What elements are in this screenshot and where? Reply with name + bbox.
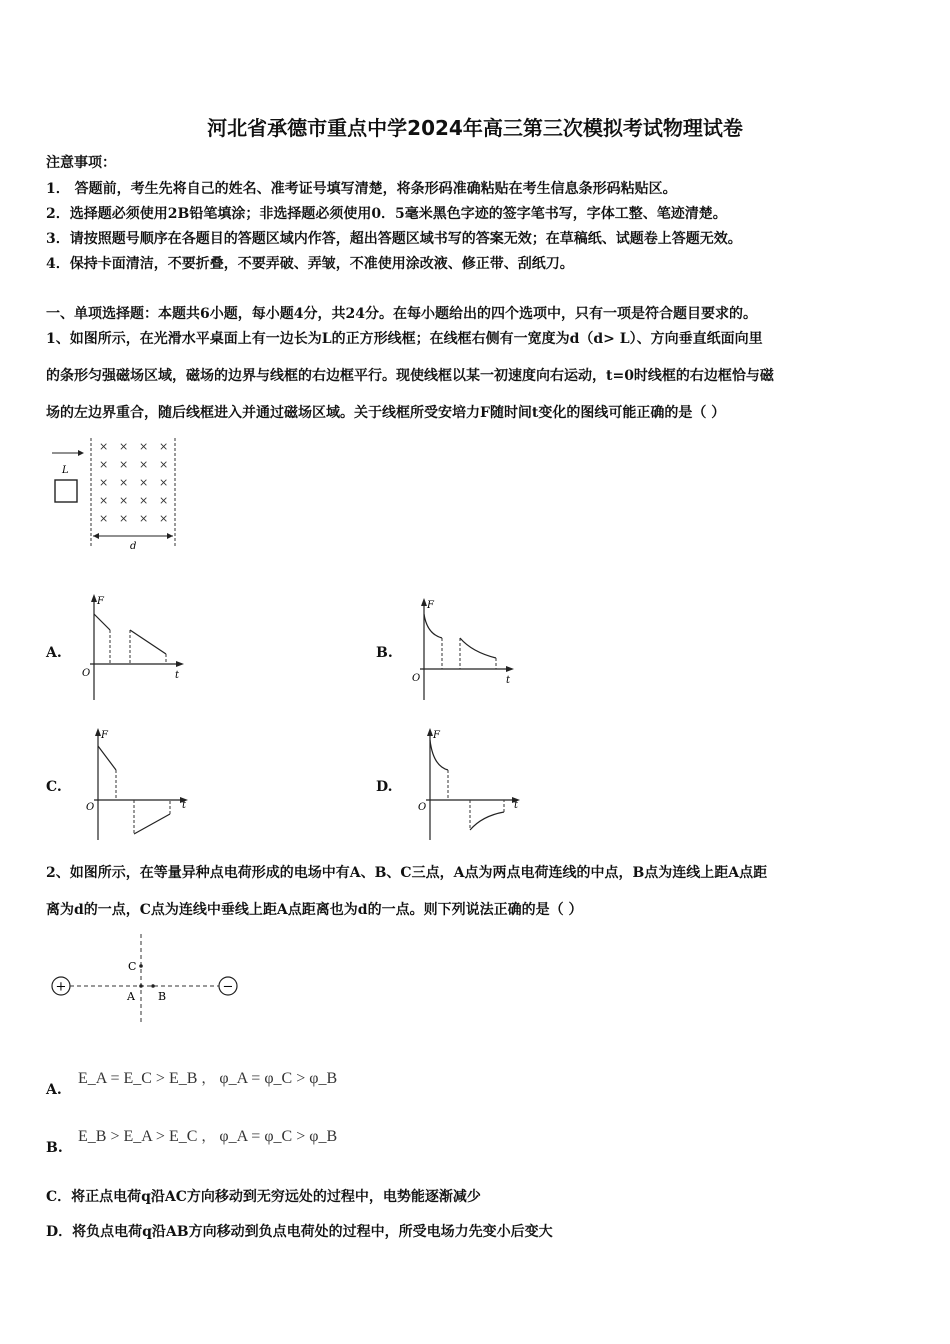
svg-text:O: O [418,802,427,813]
notice-item-2: 2．选择题必须使用2B铅笔填涂；非选择题必须使用0．5毫米黑色字迹的签字笔书写，字体工整、笔迹清楚。 [46,206,727,222]
page-title: 河北省承德市重点中学2024年高三第三次模拟考试物理试卷 [207,116,743,140]
svg-text:×: × [159,476,169,489]
svg-text:t: t [175,670,180,681]
notice-item-3: 3．请按照题号顺序在各题目的答题区域内作答，超出答题区域书写的答案无效；在草稿纸、试题卷上答题无效。 [46,231,742,247]
section-heading: 一、单项选择题：本题共6小题，每小题4分，共24分。在每小题给出的四个选项中，只有一项是符合题目要求的。 [46,306,757,322]
svg-text:×: × [99,512,109,525]
svg-text:×: × [159,458,169,471]
q2-option-b-formula[interactable]: E_B > E_A > E_C ， φ_A = φ_C > φ_B [78,1128,338,1145]
q1-option-b-label[interactable]: B. [376,645,393,661]
svg-text:×: × [99,494,109,507]
svg-text:×: × [119,512,129,525]
square-loop [55,480,77,502]
q1-option-b-graph[interactable] [410,596,520,704]
q1-option-c-label[interactable]: C. [46,779,62,795]
point-a-label: A [127,990,135,1003]
svg-text:×: × [159,494,169,507]
notice-item-1: 1． 答题前，考生先将自己的姓名、准考证号填写清楚，将条形码准确粘贴在考生信息条形码粘贴区。 [46,181,677,197]
q2-stem-line-1: 2、如图所示，在等量异种点电荷形成的电场中有A、B、C三点，A点为两点电荷连线的中点，B点为连线上距A点距 [46,865,768,881]
svg-text:×: × [139,476,149,489]
q1-option-d-graph[interactable] [416,726,526,842]
q2-option-a-formula[interactable]: E_A = E_C > E_B ， φ_A = φ_C > φ_B [78,1070,338,1087]
q2-option-b-label[interactable]: B. [46,1140,63,1156]
q1-option-c-graph[interactable] [84,726,194,842]
svg-text:F: F [101,730,108,741]
svg-text:×: × [159,440,169,453]
point-b-label: B [158,990,167,1003]
svg-text:×: × [139,440,149,453]
svg-text:t: t [514,800,519,811]
svg-text:O: O [82,668,91,679]
svg-text:×: × [139,512,149,525]
point-c-label: C [128,960,137,973]
svg-text:F: F [433,730,440,741]
svg-text:O: O [86,802,95,813]
notice-item-4: 4．保持卡面清洁，不要折叠，不要弄破、弄皱，不准使用涂改液、修正带、刮纸刀。 [46,256,574,272]
q2-option-a-label[interactable]: A. [46,1082,62,1098]
q1-option-d-label[interactable]: D. [376,779,393,795]
q1-label-d: d [130,541,137,552]
svg-text:×: × [119,458,129,471]
svg-text:F: F [97,596,104,607]
svg-text:−: − [222,979,234,995]
svg-text:t: t [182,800,187,811]
q2-option-d[interactable]: D．将负点电荷q沿AB方向移动到负点电荷处的过程中，所受电场力先变小后变大 [46,1224,553,1240]
svg-text:×: × [119,476,129,489]
q2-option-b-potential: φ_A = φ_C > φ_B [219,1128,338,1145]
svg-text:O: O [412,673,421,684]
q1-figure [44,436,184,556]
notice-heading: 注意事项： [46,155,116,171]
svg-text:+: + [55,979,67,995]
q1-label-L: L [62,465,69,476]
q2-stem-line-2: 离为d的一点，C点为连线中垂线上距A点距离也为d的一点。则下列说法正确的是（ ） [46,902,583,918]
svg-text:×: × [99,440,109,453]
svg-text:×: × [119,440,129,453]
q1-stem-line-2: 的条形匀强磁场区域，磁场的边界与线框的右边框平行。现使线框以某一初速度向右运动，t=0时线框的右边框恰与磁 [46,368,774,384]
q1-option-a-label[interactable]: A. [46,645,62,661]
svg-text:×: × [99,458,109,471]
svg-text:t: t [506,675,511,686]
svg-text:F: F [427,600,434,611]
q2-figure [44,932,244,1028]
q2-option-a-potential: φ_A = φ_C > φ_B [219,1070,338,1087]
field-crosses [99,440,168,525]
q2-option-b-field: E_B > E_A > E_C [78,1128,198,1145]
q1-stem-line-3: 场的左边界重合，随后线框进入并通过磁场区域。关于线框所受安培力F随时间t变化的图线可能正确的是（ ） [46,405,726,421]
q1-option-a-graph[interactable] [80,592,190,704]
q2-option-a-field: E_A = E_C > E_B [78,1070,198,1087]
q1-stem-line-1: 1、如图所示，在光滑水平桌面上有一边长为L的正方形线框；在线框右侧有一宽度为d（d> L）、方向垂直纸面向里 [46,331,763,347]
svg-text:×: × [139,494,149,507]
q2-option-c[interactable]: C．将正点电荷q沿AC方向移动到无穷远处的过程中，电势能逐渐减少 [46,1189,481,1205]
svg-text:×: × [159,512,169,525]
svg-text:×: × [99,476,109,489]
svg-text:×: × [119,494,129,507]
svg-text:×: × [139,458,149,471]
